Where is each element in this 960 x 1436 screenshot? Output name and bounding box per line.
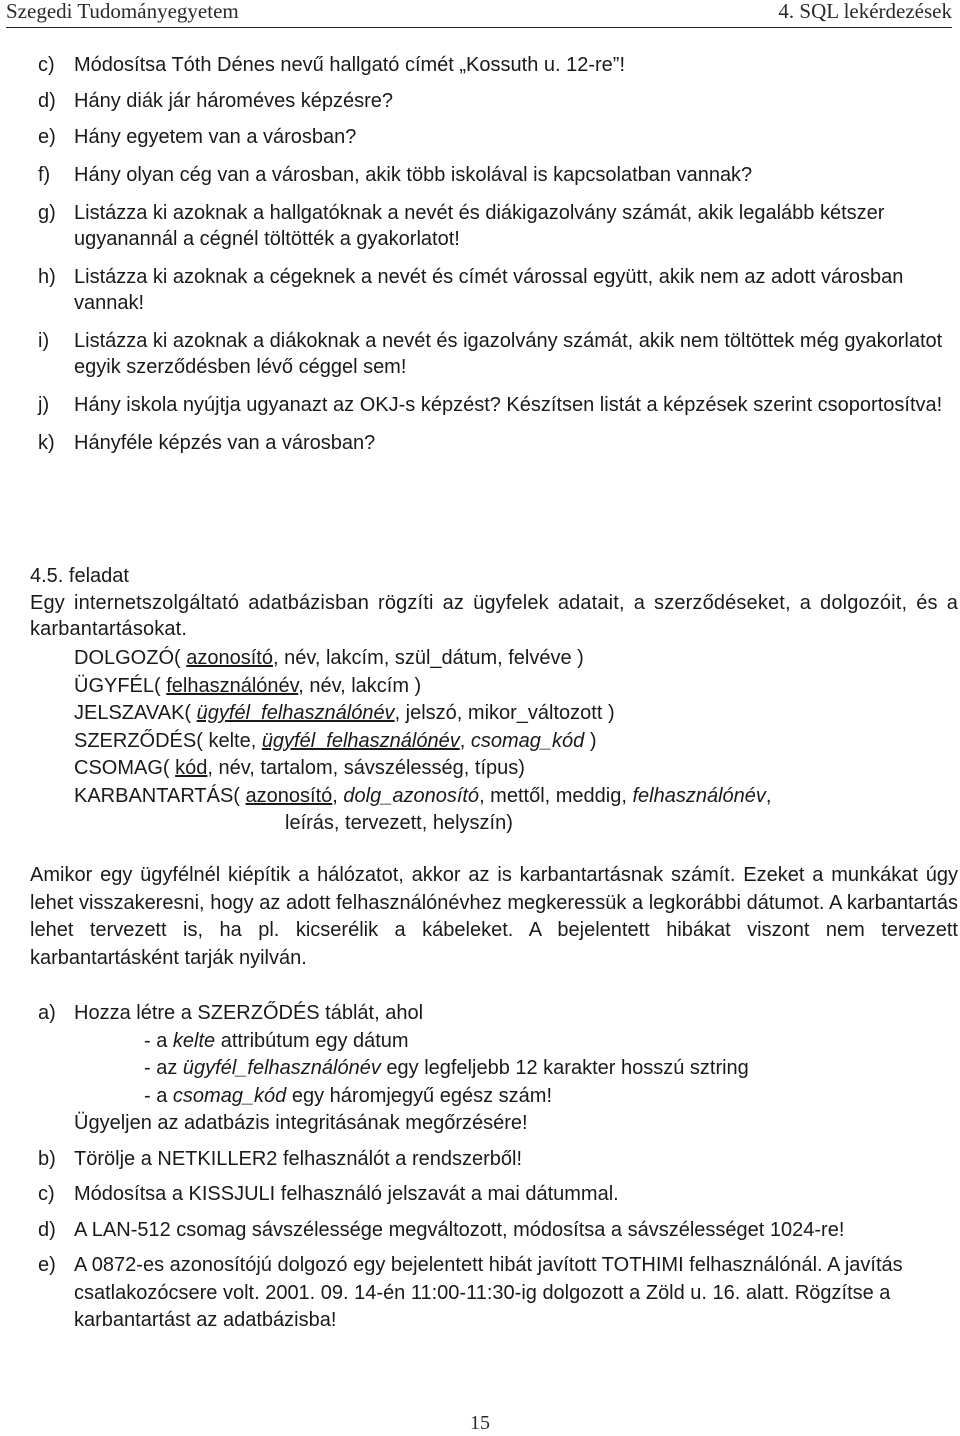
schema-jelszavak: JELSZAVAK( ügyfél_felhasználónév, jelszó, mikor_változott ) [74, 702, 615, 724]
integrity-note: Ügyeljen az adatbázis integritásának megőrzésére! [74, 1112, 528, 1134]
schema-ugyfel: ÜGYFÉL( felhasználónév, név, lakcím ) [74, 674, 422, 697]
task-item-e: e) A 0872-es azonosítójú dolgozó egy bejelentett hibát javított TOTHIMI felhasználónál. A javítás csatlakozócsere volt. 2001. 09. 14-én 11:00-11:30-ig dolgozott a Zöld u. 16. alatt. Rögzítse a karbantartást az adatbázisba! [38, 1254, 903, 1331]
header-institution: Szegedi Tudományegyetem [6, 0, 239, 23]
primary-key: azonosító [186, 647, 273, 669]
question-item: h) Listázza ki azoknak a cégeknek a nevét és címét várossal együtt, akik nem az adott városban vannak! [38, 266, 904, 314]
question-text: Hányféle képzés van a városban? [74, 432, 376, 454]
question-text: Hány diák jár hároméves képzésre? [74, 90, 394, 112]
sub-item: - a kelte attribútum egy dátum [144, 1029, 409, 1052]
task-item-a: a) Hozza létre a SZERZŐDÉS táblát, ahol - a kelte attribútum egy dátum - az ügyfél_felhasználónév egy legfeljebb 12 karakter hosszú sztring - a csomag_kód egy háromjegyű egész szám! Ügyeljen az adatbázis integritásának megőrzésére! [38, 1000, 958, 1138]
question-item: c) Módosítsa Tóth Dénes nevű hallgató címét „Kossuth u. 12-re”! [38, 54, 626, 76]
primary-key: felhasználónév [166, 674, 299, 697]
schema-block [74, 645, 771, 838]
schema-karbantartas: KARBANTARTÁS( azonosító, dolg_azonosító, mettől, meddig, felhasználónév, [74, 784, 772, 807]
task-item-d: d) A LAN-512 csomag sávszélessége megváltozott, módosítsa a sávszélességet 1024-re! [38, 1218, 845, 1241]
task-item-b: b) Törölje a NETKILLER2 felhasználót a rendszerből! [38, 1147, 523, 1170]
question-text: Listázza ki azoknak a diákoknak a nevét és igazolvány számát, akik nem töltöttek még gyakorlatot egyik szerződésben lévő céggel sem! [74, 330, 943, 378]
question-text: Listázza ki azoknak a hallgatóknak a nevét és diákigazolvány számát, akik legalább kétszer ugyanannál a cégnél töltötték a gyakorlatot! [74, 202, 885, 250]
foreign-key: felhasználónév [632, 784, 766, 807]
primary-key: ügyfél_felhasználónév [196, 702, 395, 724]
question-item: f) Hány olyan cég van a városban, akik több iskolával is kapcsolatban vannak? [38, 164, 753, 186]
primary-key: ügyfél_felhasználónév [261, 729, 460, 752]
page-header [6, 0, 952, 28]
schema-karbantartas-continued: leírás, tervezett, helyszín) [285, 812, 513, 834]
question-item: i) Listázza ki azoknak a diákoknak a nevét és igazolvány számát, akik nem töltöttek még gyakorlatot egyik szerződésben lévő céggel sem! [38, 330, 943, 378]
question-item: g) Listázza ki azoknak a hallgatóknak a nevét és diákigazolvány számát, akik legalább kétszer ugyanannál a cégnél töltötték a gyakorlatot! [38, 202, 885, 250]
question-item: j) Hány iskola nyújtja ugyanazt az OKJ-s képzést? Készítsen listát a képzések szerint csoportosítva! [38, 394, 943, 416]
primary-key: kód [175, 757, 208, 779]
question-text: Listázza ki azoknak a cégeknek a nevét és címét várossal együtt, akik nem az adott városban vannak! [74, 266, 904, 314]
task-item-c: c) Módosítsa a KISSJULI felhasználó jelszavát a mai dátummal. [38, 1183, 619, 1205]
primary-key: azonosító [245, 784, 333, 807]
foreign-key: dolg_azonosító [343, 784, 480, 807]
question-text: Módosítsa Tóth Dénes nevű hallgató címét „Kossuth u. 12-re”! [74, 54, 626, 76]
header-chapter: 4. SQL lekérdezések [778, 0, 952, 23]
schema-csomag: CSOMAG( kód, név, tartalom, sávszélesség, típus) [74, 757, 525, 779]
foreign-key: csomag_kód [470, 729, 585, 752]
schema-szerzodes: SZERZŐDÉS( kelte, ügyfél_felhasználónév, csomag_kód ) [74, 729, 597, 752]
schema-dolgozo: DOLGOZÓ( azonosító, név, lakcím, szül_dátum, felvéve ) [74, 647, 584, 669]
page-number: 15 [470, 1412, 490, 1434]
question-item: d) Hány diák jár hároméves képzésre? [38, 90, 394, 112]
task-intro: Egy internetszolgáltató adatbázisban rögzíti az ügyfelek adatait, a szerződéseket, a dolgozóit, és a karbantartásokat. [30, 592, 958, 640]
question-item: k) Hányféle képzés van a városban? [38, 432, 376, 454]
question-text: Hány iskola nyújtja ugyanazt az OKJ-s képzést? Készítsen listát a képzések szerint csoportosítva! [74, 394, 943, 416]
task-title: 4.5. feladat [30, 565, 129, 587]
sub-item: - az ügyfél_felhasználónév egy legfeljebb 12 karakter hosszú sztring [144, 1057, 749, 1079]
description-paragraph: Amikor egy ügyfélnél kiépítik a hálózatot, akkor az is karbantartásnak számít. Ezeket a munkákat úgy lehet visszakeresni, hogy az adott felhasználónévhez megkeressük a legkorábbi dátumot. A karbantartás lehet tervezett is, ha pl. kicserélik a kábeleket. A bejelentett hibákat viszont nem tervezett karbantartásként tarják nyilván. [30, 864, 958, 969]
question-text: Hány olyan cég van a városban, akik több iskolával is kapcsolatban vannak? [74, 164, 753, 186]
previous-questions-list [38, 52, 958, 456]
sub-item: - a csomag_kód egy háromjegyű egész szám! [144, 1084, 552, 1107]
question-text: Hány egyetem van a városban? [74, 126, 357, 148]
question-item: e) Hány egyetem van a városban? [38, 126, 357, 148]
task-list [38, 1000, 958, 1335]
